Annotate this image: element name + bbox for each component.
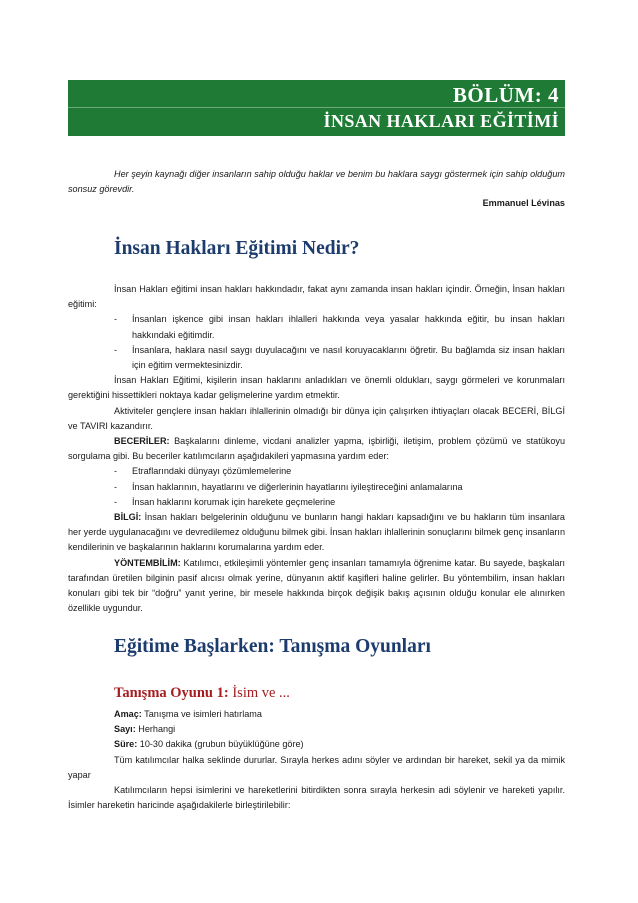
count-label: Sayı: [114,724,136,735]
paragraph [68,373,565,403]
epigraph-text: Her şeyin kaynağı diğer insanların sahip olduğu haklar ve benim bu haklara saygı göstermek için sahip olduğum sonsuz görevdir. [68,169,565,194]
aim-text: Tanışma ve isimleri hatırlama [144,709,262,719]
chapter-title: İNSAN HAKLARI EĞİTİMİ [323,111,559,131]
game-name: İsim ve ... [232,685,290,701]
paragraph-text: Katılımcıların hepsi isimlerini ve hareketlerini bitirdikten sonra sırayla herkesin adi söylenir ve hareketi yapılır. İsimler hareketin haricinde aşağıdakilerle birleştirilebilir: [68,785,565,811]
section-heading-getting-started: Eğitime Başlarken: Tanışma Oyunları [114,636,431,657]
time-text: 10-30 dakika (grubun büyüklüğüne göre) [139,739,304,750]
paragraph-text: İnsan Hakları Eğitimi, kişilerin insan haklarını anladıkları ve önemli oldukları, saygı görmeleri ve korunmaları gerektiğini hissettikleri noktaya kadar gelişmelerine yardım etmektir. [68,375,565,401]
chapter-number: BÖLÜM: 4 [452,83,559,107]
game-heading [114,685,290,702]
section2-body [68,707,565,813]
count-line [68,722,565,737]
list-item-text: Etraflarındaki dünyayı çözümlemelerine [132,466,292,477]
section1-body [68,282,565,616]
list-item-text: İnsan haklarının, hayatlarını ve diğerlerinin hayatlarını iyileştireceğini anlamalarına [132,481,463,492]
aim-label: Amaç: [114,709,142,719]
time-label: Süre: [114,739,138,750]
list-item-text: İnsanları işkence gibi insan hakları ihlalleri hakkında veya yasalar hakkında eğitir, bu insan hakları hakkındaki eğitimdir. [132,314,565,340]
aim-line [68,707,565,722]
paragraph [68,404,565,434]
methodology-label: YÖNTEMBİLİM: [114,557,181,568]
skills-label: BECERİLER: [114,436,170,447]
list-item: - İnsanlara, haklara nasıl saygı duyulacağını ve nasıl koruyacaklarını öğretir. Bu bağlamda siz insan hakları için eğitim vermektesinizdir. [114,344,565,371]
paragraph-text: Aktiviteler gençlere insan hakları ihlallerinin olmadığı bir dünya için çalışırken ihtiyaçları olacak BECERİ, BİLGİ ve TAVIRI kazandırır. [68,405,565,431]
paragraph-methodology [68,556,565,617]
list-item: - İnsan haklarının, hayatlarını ve diğerlerinin hayatlarını iyileştireceğini anlamalarına [114,481,463,492]
paragraph-text: İnsan hakları belgelerinin olduğunu ve bunların hangi hakları kapsadığını ve bu hakların tüm insanlara her yerde uygulanacağını ve devredilemez olduğunu bilmek gibi. İnsan hakları ihlallerinin sonuçlarını bilmek genç insanların kendilerinin ve başkalarının haklarını korumalarına yardım eder. [68,512,565,553]
paragraph-text: İnsan Hakları eğitimi insan hakları hakkındadır, fakat aynı zamanda insan hakları içindir. Örneğin, İnsan hakları eğitimi: [68,284,565,310]
list-item: - İnsan haklarını korumak için harekete geçmelerine [114,496,336,507]
list-item: - Etraflarındaki dünyayı çözümlemelerine [114,466,292,477]
list-item-text: İnsan haklarını korumak için harekete geçmelerine [132,496,336,507]
epigraph-author: Emmanuel Lévinas [482,198,565,208]
time-line [68,737,565,752]
list-item: - İnsanları işkence gibi insan hakları ihlalleri hakkında veya yasalar hakkında eğitir, bu insan hakları hakkındaki eğitimdir. [114,314,565,340]
paragraph [68,783,565,813]
knowledge-label: BİLGİ: [114,512,142,523]
count-text: Herhangi [138,724,176,735]
paragraph [68,282,565,312]
list-item-text: İnsanlara, haklara nasıl saygı duyulacağını ve nasıl koruyacaklarını öğretir. Bu bağlamda siz insan hakları için eğitim vermektesinizdir. [132,344,565,371]
epigraph [68,167,565,197]
paragraph-knowledge [68,510,565,556]
paragraph-text: Katılımcı, etkileşimli yöntemler genç insanları tamamıyla öğrenime katar. Bu sayede, başkaları tarafından üretilen bilginin pasif alıcısı olmak yerine, dünyanın aktif kaşifleri haline gelirler. Bu yöntembilim, insan hakları konuları gibi tek bir “doğru” yanıt yerine, bir mesele hakkında birçok değişik bakış açısının olduğu konular ele alınırken özellikle uygundur. [68,557,566,614]
paragraph-text: Başkalarını dinleme, vicdani analizler yapma, işbirliği, iletişim, problem çözümü ve statükoyu sorgulama gibi. Bu beceriler katılımcıların aşağıdakileri yapmasına yardım eder: [68,436,566,462]
chapter-banner [68,80,565,136]
game-title: Tanışma Oyunu 1: [114,685,229,701]
paragraph-text: Tüm katılımcılar halka seklinde dururlar. Sırayla herkes adını söyler ve ardından bir hareket, sekil ya da mimik yapar [68,754,565,780]
paragraph [68,753,565,783]
paragraph-skills [68,434,565,464]
section-heading-what-is-hre: İnsan Hakları Eğitimi Nedir? [114,238,360,259]
